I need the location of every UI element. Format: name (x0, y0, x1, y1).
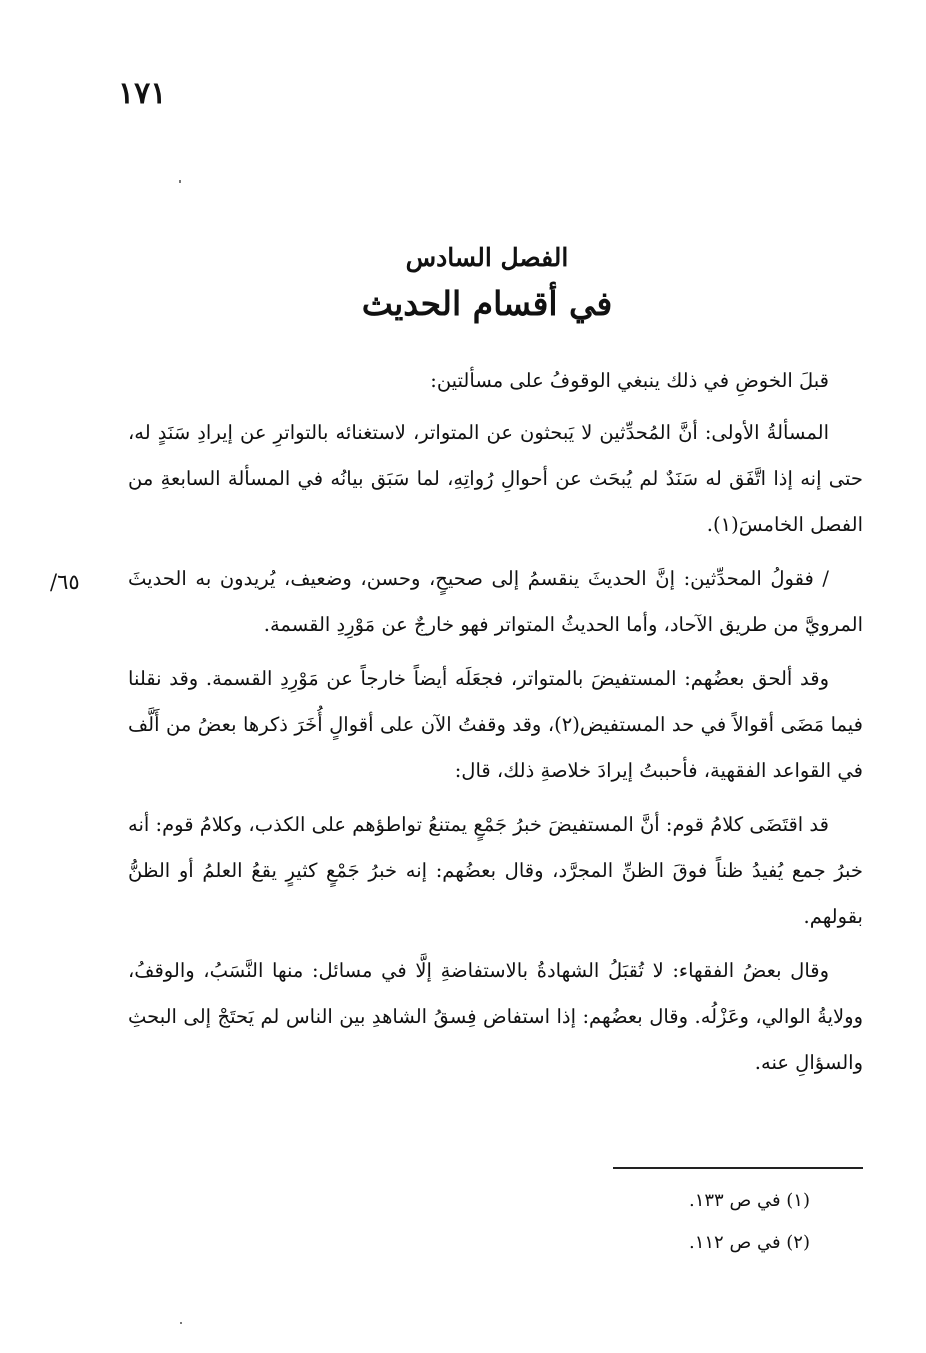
paragraph: قد اقتَضَى كلامُ قوم: أنَّ المستفيضَ خبرُ جَمْعٍ يمتنعُ تواطؤهم على الكذب، وكلامُ قوم: أنه خبرُ جمع يُفيدُ ظناً فوقَ الظنِّ المجرَّد، وقال بعضُهم: إنه خبرُ جَمْعٍ كثيرٍ يقعُ العلمُ أو الظنُّ بقولهم. (128, 813, 863, 928)
scan-speck (179, 180, 181, 183)
footnote: (١) في ص ١٣٣. (688, 1190, 810, 1211)
page-number: ١٧١ (118, 76, 167, 111)
paragraph: المسألةُ الأولى: أنَّ المُحدِّثين لا يَبحثون عن المتواتر، لاستغنائه بالتواترِ عن إيرادِ سَنَدٍ له، حتى إنه إذا اتَّفَق له سَنَدٌ لم يُبحَث عن أحوالِ رُواتِهِ، لما سَبَق بيانُه في المسألة السابعةِ من الفصل الخامسَ(١). (128, 421, 863, 536)
chapter-label: الفصل السادس (405, 243, 569, 272)
paragraph: قبلَ الخوضِ في ذلك ينبغي الوقوفُ على مسألتين: (430, 369, 829, 392)
chapter-heading (0, 240, 926, 330)
footnote: (٢) في ص ١١٢. (688, 1232, 810, 1253)
paragraph: وقد ألحق بعضُهم: المستفيضَ بالمتواتر، فجعَلَه أيضاً خارجاً عن مَوْرِدِ القسمة. وقد نقلنا فيما مَضَى أقوالاً في حد المستفيض(٢)، وقد وقفتُ الآن على أقوالٍ أُخَرَ ذكرها بعضُ من أَلَّف في القواعد الفقهية، فأحببتُ إيرادَ خلاصةِ ذلك، قال: (128, 667, 864, 782)
footnote-divider (613, 1167, 863, 1169)
chapter-title: في أقسام الحديث (361, 284, 613, 323)
footnotes (560, 1180, 810, 1264)
paragraph: وقال بعضُ الفقهاء: لا تُقبَلُ الشهادةُ بالاستفاضةِ إلَّا في مسائل: منها النَّسَبُ، والوقفُ، وولايةُ الوالي، وعَزْلُه. وقال بعضُهم: إذا استفاض فِسقُ الشاهدِ بين الناس لم يَحتَجْ إلى البحثِ والسؤالِ عنه. (128, 959, 863, 1074)
paragraph: / فقولُ المحدِّثين: إنَّ الحديثَ ينقسمُ إلى صحيحٍ، وحسن، وضعيف، يُريدون به الحديثَ المرويَّ من طريق الآحاد، وأما الحديثُ المتواتر فهو خارجٌ عن مَوْرِدِ القسمة. (128, 567, 863, 636)
body-text (128, 358, 863, 1092)
margin-folio-note: ٦٥/ (50, 570, 80, 594)
scan-speck (180, 1322, 182, 1324)
